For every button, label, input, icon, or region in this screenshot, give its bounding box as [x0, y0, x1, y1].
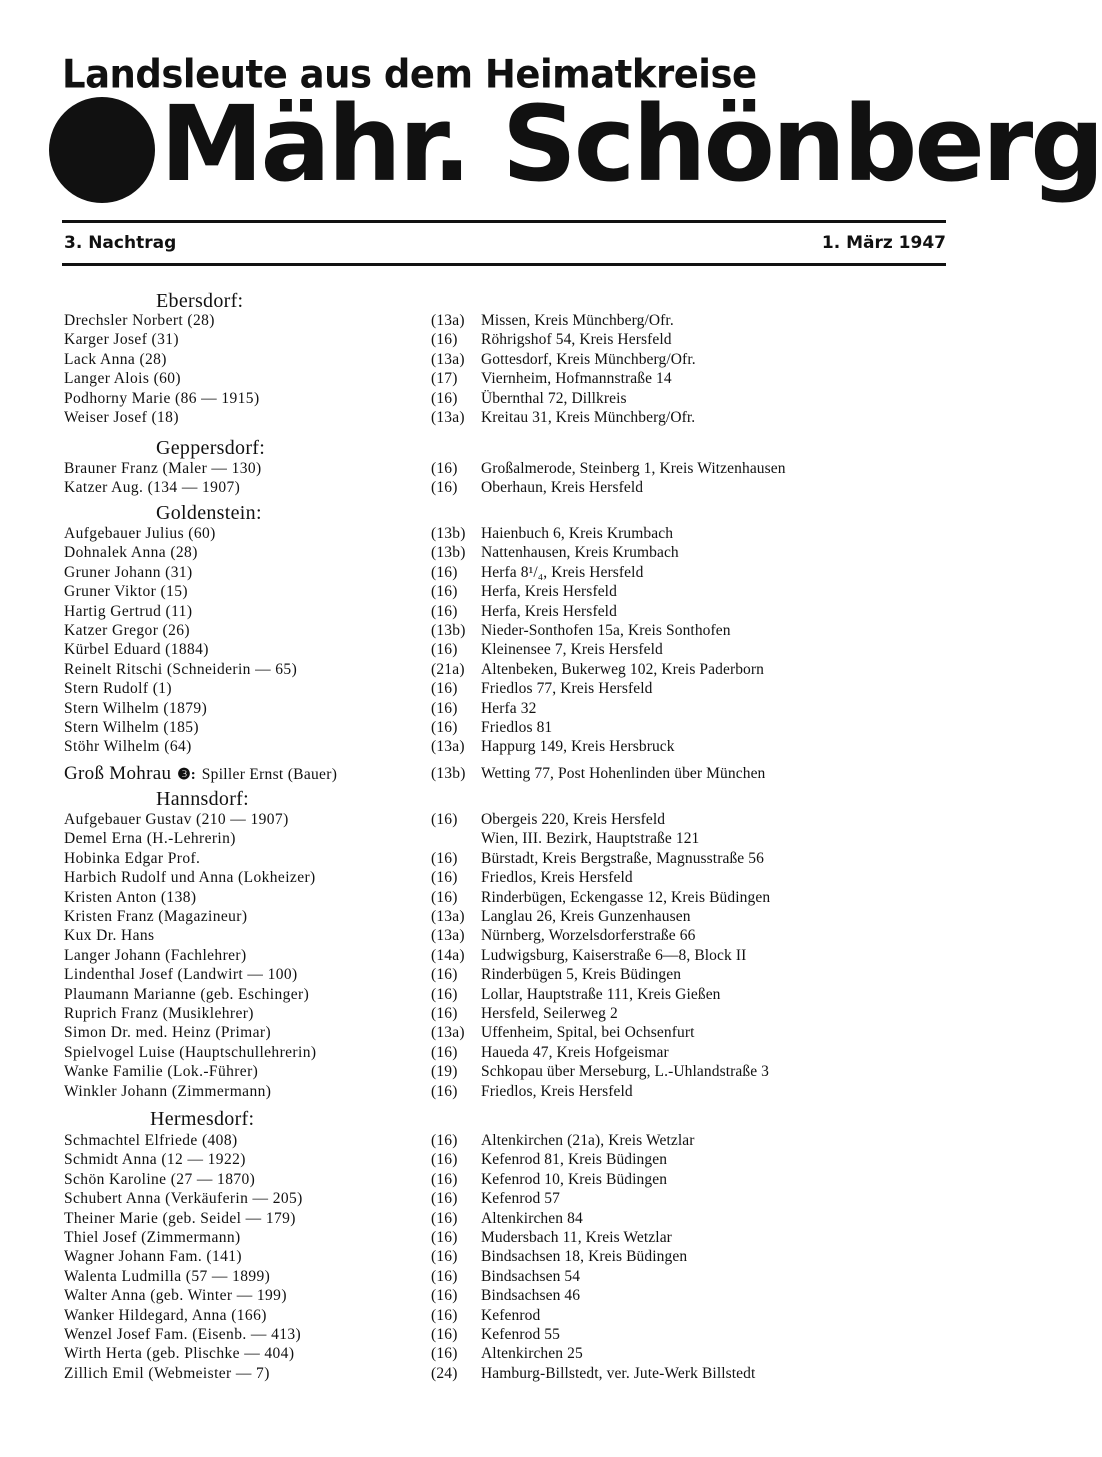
- address: Kefenrod 10, Kreis Büdingen: [481, 1170, 668, 1188]
- address: Herfa, Kreis Hersfeld: [481, 602, 617, 620]
- person-name: Karger Josef (31): [64, 331, 179, 349]
- address: Kefenrod 55: [481, 1326, 561, 1343]
- gross-mohrau-address-row: [0, 764, 1000, 783]
- list-item: [0, 621, 1000, 640]
- person-name: Plaumann Marianne (geb. Eschinger): [64, 985, 310, 1003]
- address: Altenbeken, Bukerweg 102, Kreis Paderborn: [481, 660, 765, 678]
- person-name: Stern Wilhelm (185): [64, 719, 199, 736]
- address: Friedlos, Kreis Hersfeld: [481, 1082, 633, 1100]
- zone-code: (16): [431, 680, 458, 698]
- zone-code: (13a): [431, 1024, 465, 1042]
- list-item: [0, 829, 1000, 848]
- list-item: [0, 1150, 1000, 1169]
- list-item: [0, 1306, 1000, 1325]
- bullet-dot-icon: [49, 97, 155, 203]
- address: Altenkirchen 25: [481, 1345, 583, 1363]
- list-item: [0, 888, 1000, 907]
- list-item: [0, 1131, 1000, 1150]
- person-name: Katzer Gregor (26): [64, 622, 190, 639]
- list-item: [0, 1325, 1000, 1344]
- address: Hersfeld, Seilerweg 2: [481, 1005, 618, 1022]
- address: Kefenrod 57: [481, 1190, 561, 1208]
- zone-code: (16): [431, 479, 458, 497]
- address: Nieder-Sonthofen 15a, Kreis Sonthofen: [481, 622, 731, 639]
- list-item: [0, 1062, 1000, 1081]
- person-name: Aufgebauer Gustav (210 — 1907): [64, 811, 289, 828]
- address: Rinderbügen, Eckengasse 12, Kreis Büdingen: [481, 888, 771, 906]
- list-item: [0, 640, 1000, 659]
- issue-date: 1. März 1947: [821, 233, 946, 253]
- list-item: [0, 602, 1000, 621]
- address: Kefenrod 81, Kreis Büdingen: [481, 1151, 668, 1169]
- address: Wien, III. Bezirk, Hauptstraße 121: [481, 830, 700, 848]
- address: Kreitau 31, Kreis Münchberg/Ofr.: [481, 409, 696, 426]
- list-item: [0, 1247, 1000, 1266]
- address: Herfa, Kreis Hersfeld: [481, 583, 617, 601]
- list-item: [0, 1004, 1000, 1023]
- person-name: Stern Wilhelm (1879): [64, 699, 208, 717]
- list-item: [0, 1082, 1000, 1101]
- zone-code: (16): [431, 985, 458, 1003]
- zone-code: (16): [431, 1209, 458, 1227]
- list-item: [0, 718, 1000, 737]
- section-heading: Hermesdorf:: [150, 1108, 255, 1130]
- person-name: Aufgebauer Julius (60): [64, 525, 216, 542]
- person-name: Wirth Herta (geb. Plischke — 404): [64, 1345, 295, 1363]
- person-name: Dohnalek Anna (28): [64, 544, 198, 562]
- list-item: [0, 524, 1000, 543]
- zone-code: (16): [431, 1190, 458, 1208]
- address: Friedlos, Kreis Hersfeld: [481, 869, 633, 887]
- person-name: Schmachtel Elfriede (408): [64, 1132, 238, 1149]
- list-item: [0, 868, 1000, 887]
- list-item: [0, 389, 1000, 408]
- address: Haienbuch 6, Kreis Krumbach: [481, 525, 674, 542]
- list-item: [0, 563, 1000, 582]
- section-heading: Goldenstein:: [156, 502, 262, 524]
- header-rule-top: [62, 220, 946, 223]
- address: Bürstadt, Kreis Bergstraße, Magnusstraße 56: [481, 849, 764, 867]
- list-item: [0, 946, 1000, 965]
- address: Langlau 26, Kreis Gunzenhausen: [481, 908, 691, 925]
- person-name: Kristen Franz (Magazineur): [64, 908, 248, 925]
- zone-code: (16): [431, 1326, 458, 1343]
- person-name: Schön Karoline (27 — 1870): [64, 1170, 256, 1188]
- person-name: Winkler Johann (Zimmermann): [64, 1082, 272, 1100]
- person-name: Kürbel Eduard (1884): [64, 641, 209, 659]
- list-item: [0, 1228, 1000, 1247]
- address: Röhrigshof 54, Kreis Hersfeld: [481, 331, 672, 349]
- header-kicker: Landsleute aus dem Heimatkreise: [62, 52, 757, 98]
- zone-code: (16): [431, 1267, 458, 1285]
- list-item: [0, 1364, 1000, 1383]
- address: Schkopau über Merseburg, L.-Uhlandstraße 3: [481, 1063, 770, 1081]
- zone-code: (16): [431, 888, 458, 906]
- address: Gottesdorf, Kreis Münchberg/Ofr.: [481, 350, 696, 368]
- person-name: Harbich Rudolf und Anna (Lokheizer): [64, 869, 316, 887]
- zone-code: (16): [431, 1306, 458, 1324]
- address: Uffenheim, Spital, bei Ochsenfurt: [481, 1024, 695, 1042]
- person-name: Langer Johann (Fachlehrer): [64, 946, 247, 964]
- section-heading: Ebersdorf:: [156, 290, 244, 312]
- zone-code: (16): [431, 1151, 458, 1169]
- zone-code: (16): [431, 719, 458, 736]
- list-item: [0, 660, 1000, 679]
- list-item: [0, 369, 1000, 388]
- zone-code: (16): [431, 641, 458, 659]
- list-item: [0, 543, 1000, 562]
- list-item: [0, 926, 1000, 945]
- zone-code: (13b): [431, 622, 466, 639]
- address: Haueda 47, Kreis Hofgeismar: [481, 1043, 669, 1061]
- person-name: Wanke Familie (Lok.-Führer): [64, 1063, 259, 1081]
- person-name: Spielvogel Luise (Hauptschullehrerin): [64, 1043, 317, 1061]
- zone-code: (16): [431, 699, 458, 717]
- person-name: Kristen Anton (138): [64, 888, 197, 906]
- person-name: Spiller Ernst (Bauer): [201, 766, 338, 783]
- list-item: [0, 737, 1000, 756]
- zone-code: (16): [431, 849, 458, 867]
- address: Großalmerode, Steinberg 1, Kreis Witzenhausen: [481, 460, 786, 477]
- person-name: Stern Rudolf (1): [64, 680, 172, 698]
- person-name: Walter Anna (geb. Winter — 199): [64, 1287, 287, 1305]
- zone-code: (16): [431, 1043, 458, 1061]
- zone-code: (21a): [431, 660, 465, 678]
- person-name: Weiser Josef (18): [64, 409, 179, 426]
- person-name: Kux Dr. Hans: [64, 927, 155, 945]
- person-name: Schmidt Anna (12 — 1922): [64, 1151, 246, 1169]
- address: Happurg 149, Kreis Hersbruck: [481, 738, 675, 756]
- list-item: [0, 699, 1000, 718]
- zone-code: (13a): [431, 927, 465, 945]
- zone-code: (24): [431, 1364, 458, 1382]
- list-item: [0, 1267, 1000, 1286]
- address: Kleinensee 7, Kreis Hersfeld: [481, 641, 663, 659]
- person-name: Schubert Anna (Verkäuferin — 205): [64, 1190, 303, 1208]
- list-item: [0, 985, 1000, 1004]
- zone-code: (16): [431, 811, 458, 828]
- person-name: Wenzel Josef Fam. (Eisenb. — 413): [64, 1326, 302, 1343]
- person-name: Lindenthal Josef (Landwirt — 100): [64, 966, 298, 984]
- address: Obergeis 220, Kreis Hersfeld: [481, 811, 666, 828]
- zone-code: (13a): [431, 738, 465, 756]
- person-name: Gruner Johann (31): [64, 563, 193, 581]
- zone-code: (14a): [431, 946, 465, 964]
- address: Hamburg-Billstedt, ver. Jute-Werk Billstedt: [481, 1364, 756, 1382]
- zone-code: (16): [431, 1287, 458, 1305]
- supplement-label: 3. Nachtrag: [64, 233, 177, 253]
- address: Friedlos 77, Kreis Hersfeld: [481, 680, 653, 698]
- person-name: Hartig Gertrud (11): [64, 602, 193, 620]
- zone-code: (16): [431, 1345, 458, 1363]
- list-item: [0, 1344, 1000, 1363]
- person-name: Lack Anna (28): [64, 350, 167, 368]
- address: Ludwigsburg, Kaiserstraße 6—8, Block II: [481, 946, 747, 964]
- list-item: [0, 849, 1000, 868]
- list-item: [0, 907, 1000, 926]
- address: Lollar, Hauptstraße 111, Kreis Gießen: [481, 985, 721, 1003]
- zone-code: (16): [431, 563, 458, 581]
- person-name: Stöhr Wilhelm (64): [64, 738, 192, 756]
- place-name: Groß Mohrau: [64, 763, 172, 784]
- address: Viernheim, Hofmannstraße 14: [481, 370, 672, 388]
- person-name: Wagner Johann Fam. (141): [64, 1248, 242, 1266]
- address: Missen, Kreis Münchberg/Ofr.: [481, 312, 674, 329]
- list-item: [0, 311, 1000, 330]
- address: Altenkirchen 84: [481, 1209, 583, 1227]
- list-item: [0, 408, 1000, 427]
- list-item: [0, 582, 1000, 601]
- zone-code: (16): [431, 583, 458, 601]
- zone-code: (16): [431, 1005, 458, 1022]
- list-item: [0, 1170, 1000, 1189]
- zone-code: (13b): [431, 765, 466, 782]
- zone-code: (17): [431, 370, 458, 388]
- address: Bindsachsen 46: [481, 1287, 581, 1305]
- person-name: Zillich Emil (Webmeister — 7): [64, 1364, 270, 1382]
- zone-code: (16): [431, 331, 458, 349]
- address: Altenkirchen (21a), Kreis Wetzlar: [481, 1132, 695, 1149]
- person-name: Podhorny Marie (86 — 1915): [64, 389, 260, 407]
- address: Nattenhausen, Kreis Krumbach: [481, 544, 679, 562]
- list-item: [0, 1189, 1000, 1208]
- zone-code: (19): [431, 1063, 458, 1081]
- zone-code: (16): [431, 389, 458, 407]
- zone-code: (16): [431, 1132, 458, 1149]
- address: Rinderbügen 5, Kreis Büdingen: [481, 966, 682, 984]
- person-name: Ruprich Franz (Musiklehrer): [64, 1005, 254, 1022]
- zone-code: (16): [431, 1229, 458, 1246]
- zone-code: (16): [431, 1082, 458, 1100]
- address: Nürnberg, Worzelsdorferstraße 66: [481, 927, 696, 945]
- person-name: Demel Erna (H.-Lehrerin): [64, 830, 236, 848]
- person-name: Brauner Franz (Maler — 130): [64, 460, 262, 477]
- region-mark: ❸:: [177, 767, 196, 783]
- person-name: Hobinka Edgar Prof.: [64, 849, 201, 867]
- list-item: [0, 1286, 1000, 1305]
- list-item: [0, 965, 1000, 984]
- person-name: Drechsler Norbert (28): [64, 312, 215, 329]
- list-item: [0, 459, 1000, 478]
- person-name: Simon Dr. med. Heinz (Primar): [64, 1024, 272, 1042]
- person-name: Gruner Viktor (15): [64, 583, 188, 601]
- address: Herfa 32: [481, 699, 537, 717]
- header-rule-bottom: [62, 263, 946, 266]
- address: Kefenrod: [481, 1306, 541, 1324]
- zone-code: (13b): [431, 525, 466, 542]
- address: Wetting 77, Post Hohenlinden über München: [481, 765, 766, 782]
- person-name: Walenta Ludmilla (57 — 1899): [64, 1267, 271, 1285]
- zone-code: (16): [431, 1248, 458, 1266]
- zone-code: (16): [431, 966, 458, 984]
- list-item: [0, 679, 1000, 698]
- section-heading: Geppersdorf:: [156, 437, 266, 459]
- zone-code: (13a): [431, 312, 465, 329]
- zone-code: (13a): [431, 908, 465, 925]
- list-item: [0, 478, 1000, 497]
- address: Friedlos 81: [481, 719, 553, 736]
- address: Herfa 8¹/₄, Kreis Hersfeld: [481, 563, 644, 581]
- list-item: [0, 810, 1000, 829]
- list-item: [0, 1209, 1000, 1228]
- person-name: Reinelt Ritschi (Schneiderin — 65): [64, 660, 298, 678]
- page-title: Mähr. Schönberg: [160, 83, 1102, 205]
- section-heading: Hannsdorf:: [156, 788, 249, 810]
- zone-code: (16): [431, 1170, 458, 1188]
- person-name: Wanker Hildegard, Anna (166): [64, 1306, 267, 1324]
- list-item: [0, 330, 1000, 349]
- zone-code: (13a): [431, 409, 465, 426]
- zone-code: (16): [431, 460, 458, 477]
- zone-code: (16): [431, 869, 458, 887]
- person-name: Katzer Aug. (134 — 1907): [64, 479, 241, 497]
- person-name: Langer Alois (60): [64, 370, 181, 388]
- person-name: Theiner Marie (geb. Seidel — 179): [64, 1209, 296, 1227]
- address: Bindsachsen 18, Kreis Büdingen: [481, 1248, 688, 1266]
- address: Oberhaun, Kreis Hersfeld: [481, 479, 644, 497]
- list-item: [0, 350, 1000, 369]
- address: Mudersbach 11, Kreis Wetzlar: [481, 1229, 672, 1246]
- address: Übernthal 72, Dillkreis: [481, 389, 627, 407]
- list-item: [0, 1023, 1000, 1042]
- list-item: [0, 1043, 1000, 1062]
- zone-code: (16): [431, 602, 458, 620]
- address: Bindsachsen 54: [481, 1267, 581, 1285]
- person-name: Thiel Josef (Zimmermann): [64, 1229, 241, 1246]
- zone-code: (13b): [431, 544, 466, 562]
- zone-code: (13a): [431, 350, 465, 368]
